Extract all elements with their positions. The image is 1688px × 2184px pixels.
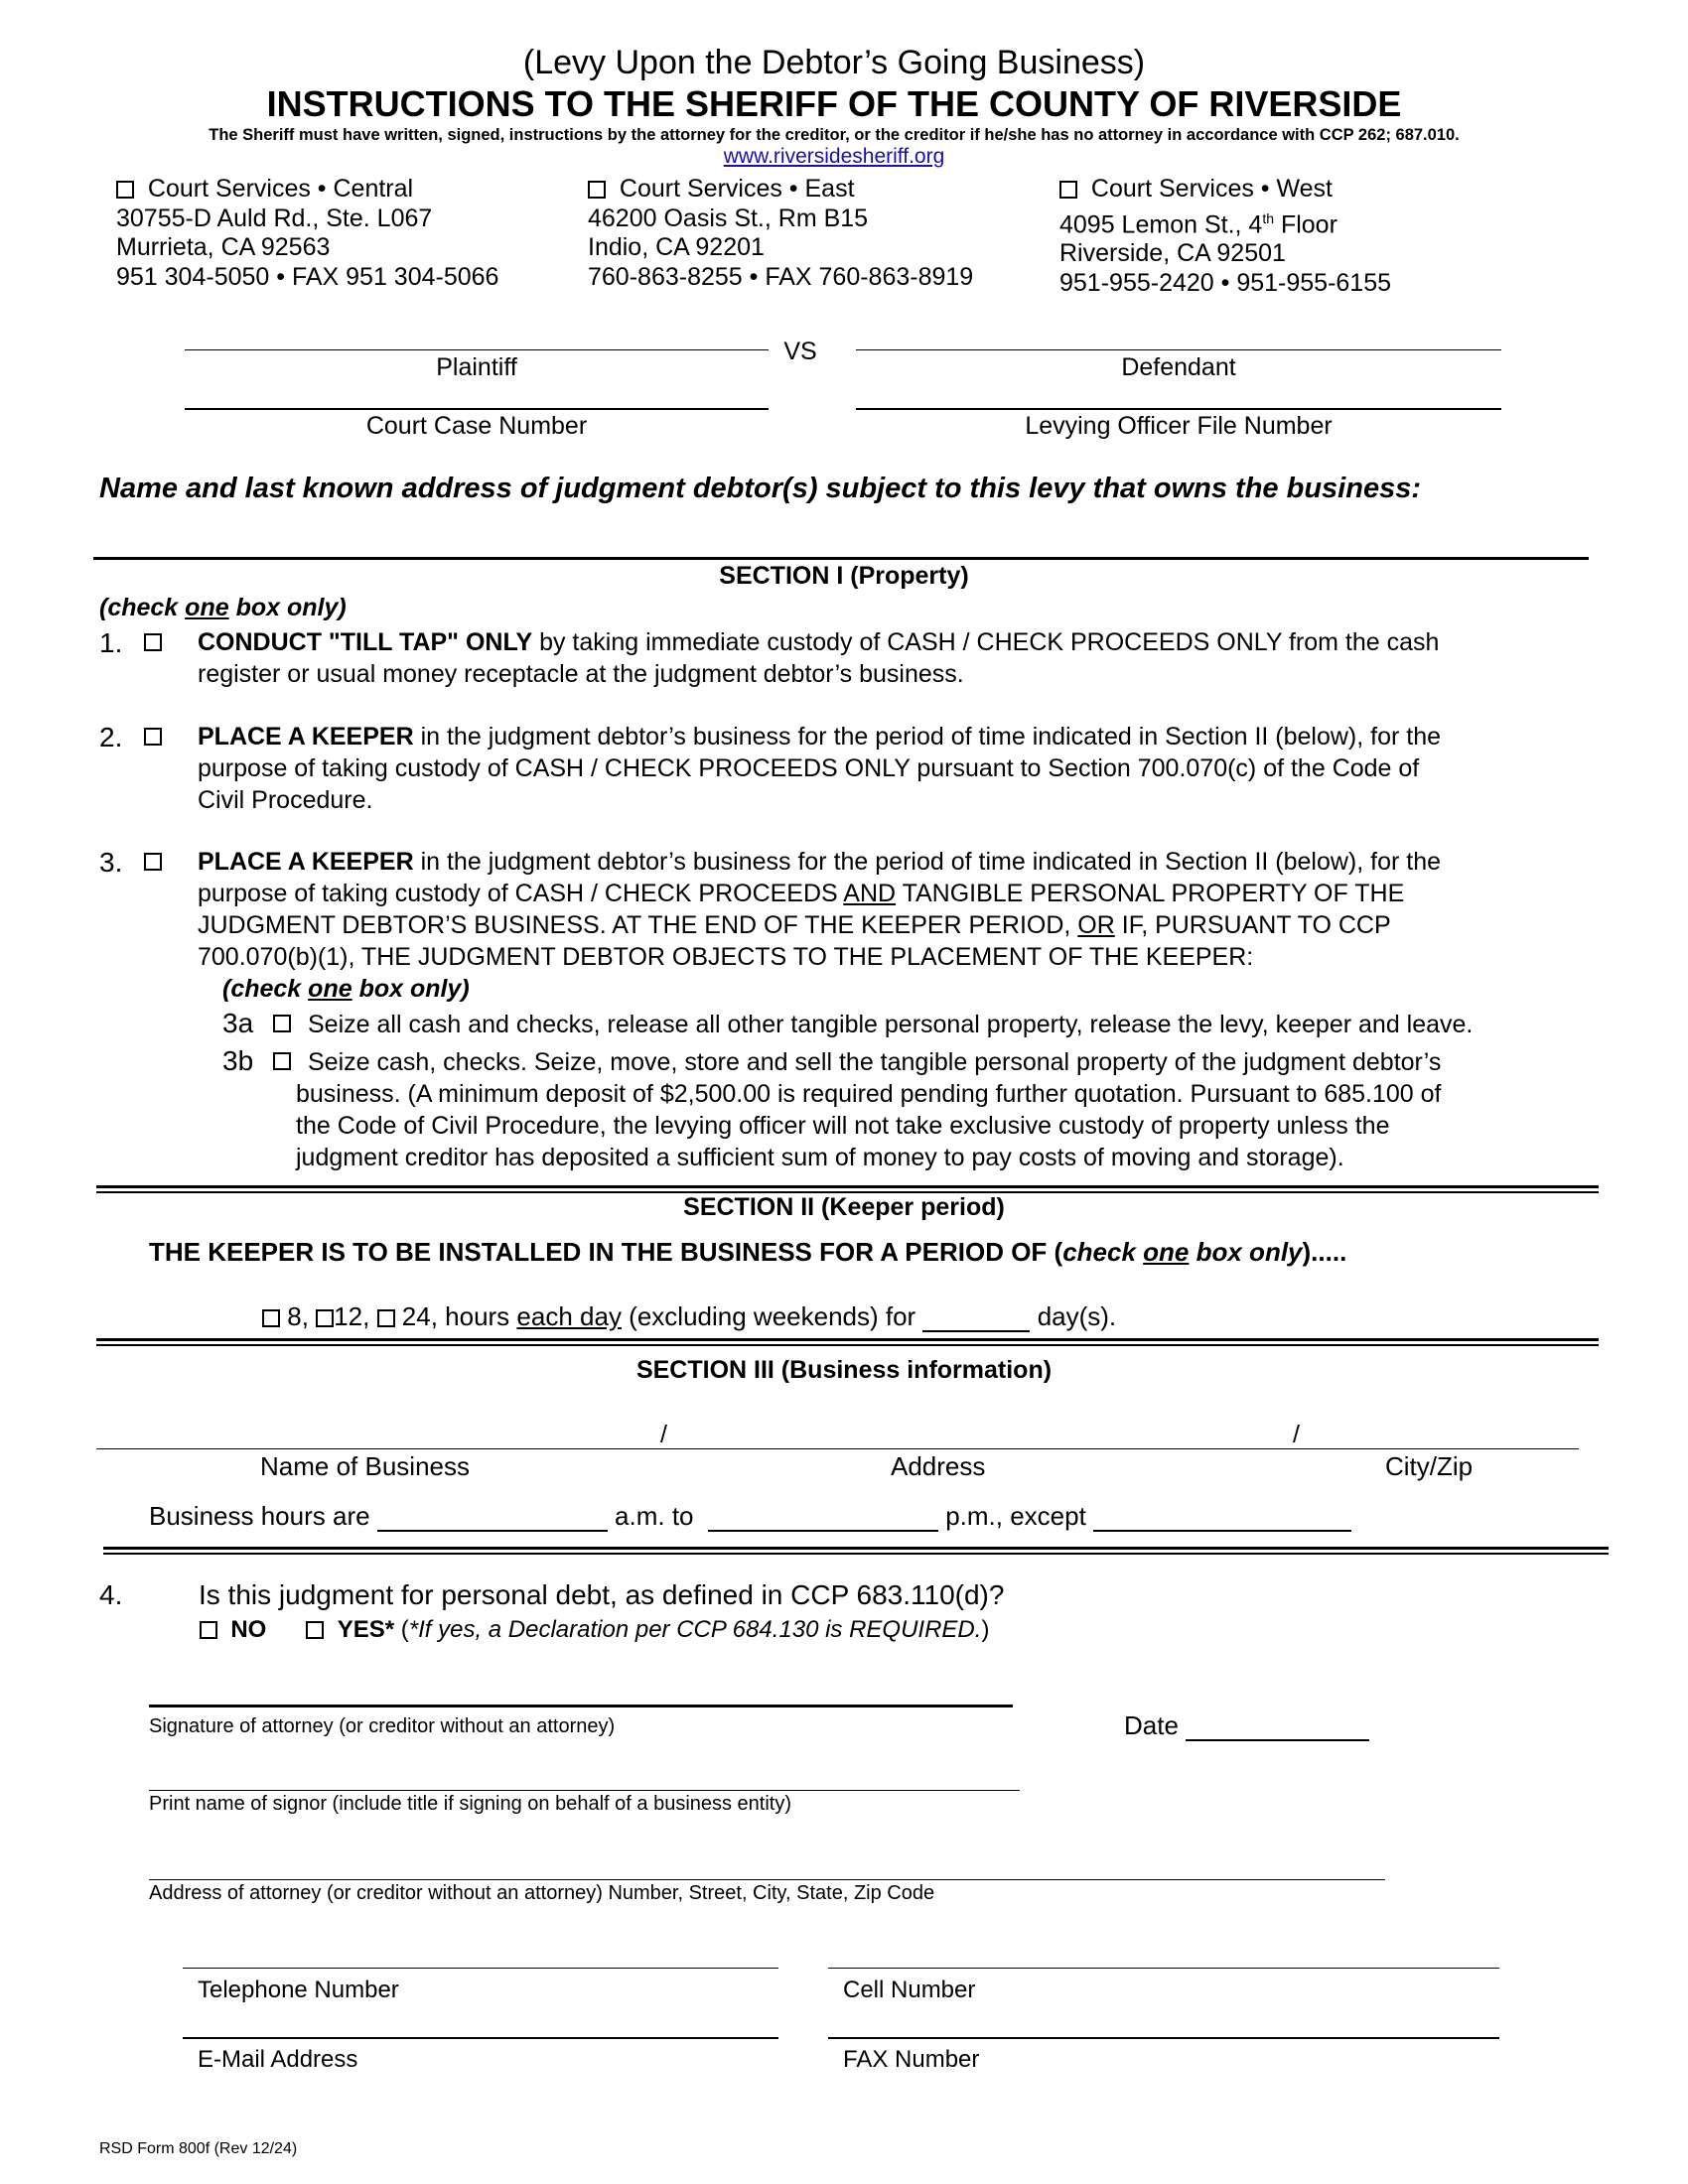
email-label: E-Mail Address xyxy=(198,2046,358,2073)
form-title: INSTRUCTIONS TO THE SHERIFF OF THE COUNTY OF RIVERSIDE xyxy=(266,83,1402,124)
print-name-line[interactable] xyxy=(149,1790,1020,1791)
office-west xyxy=(1059,175,1391,298)
question4-options xyxy=(200,1616,989,1644)
close-hours-blank[interactable] xyxy=(708,1504,938,1532)
form-notice: The Sheriff must have written, signed, instructions by the attorney for the creditor, or the creditor if he/she has no attorney in accordance with CCP 262; 687.010. xyxy=(209,126,1460,144)
office-street xyxy=(1059,205,1391,240)
website-row xyxy=(0,145,1678,169)
am-label: a.m. to xyxy=(615,1501,694,1531)
case-number-line[interactable] xyxy=(185,408,769,410)
days-blank[interactable] xyxy=(922,1306,1030,1332)
option3a-checkbox[interactable] xyxy=(273,1015,291,1032)
central-checkbox[interactable] xyxy=(116,181,134,199)
item3-check-note xyxy=(222,975,470,1004)
date-label: Date xyxy=(1124,1710,1179,1740)
item2-line2: purpose of taking custody of CASH / CHECK PROCEEDS ONLY pursuant to Section 700.070(c) of the Code of xyxy=(198,754,1420,782)
hours-label: Business hours are xyxy=(149,1501,370,1531)
print-name-label: Print name of signor (include title if signing on behalf of a business entity) xyxy=(149,1793,792,1815)
office-street-sup: th xyxy=(1262,209,1274,226)
excl-weekends-label: (excluding weekends) for xyxy=(621,1301,916,1331)
item2-number: 2. xyxy=(99,722,123,752)
date-blank[interactable] xyxy=(1186,1713,1369,1741)
no-checkbox[interactable] xyxy=(200,1621,217,1639)
keeper-line-box: box only xyxy=(1189,1237,1303,1267)
item3-and: AND xyxy=(843,880,897,907)
option3b-line2: business. (A minimum deposit of $2,500.00 is required pending further quotation. Pursuant to 685.100 of xyxy=(296,1080,1442,1108)
section1-check-note xyxy=(99,594,347,622)
item3-line3-pre: JUDGMENT DEBTOR’S BUSINESS. AT THE END OF THE KEEPER PERIOD, xyxy=(198,911,1078,939)
attorney-address-label: Address of attorney (or creditor without an attorney) Number, Street, City, State, Zip Code xyxy=(149,1882,935,1904)
form-subtitle: (Levy Upon the Debtor’s Going Business) xyxy=(522,44,1146,81)
office-city: Indio, CA 92201 xyxy=(588,233,765,261)
hours-24-label: 24, hours xyxy=(401,1301,517,1331)
item2-text xyxy=(198,721,1580,816)
sub-check-one: one xyxy=(308,975,352,1003)
office-city: Riverside, CA 92501 xyxy=(1059,239,1286,268)
attorney-address-line[interactable] xyxy=(149,1879,1385,1880)
business-address-label: Address xyxy=(891,1451,986,1481)
except-blank[interactable] xyxy=(1093,1504,1351,1532)
business-name-label: Name of Business xyxy=(260,1451,470,1481)
case-number-label: Court Case Number xyxy=(365,412,588,440)
defendant-label: Defendant xyxy=(1121,353,1236,381)
item3-or: OR xyxy=(1077,911,1115,939)
office-city: Murrieta, CA 92563 xyxy=(116,233,331,261)
item3-line2-pre: purpose of taking custody of CASH / CHECK PROCEEDS xyxy=(198,880,844,907)
item3-bold: PLACE A KEEPER xyxy=(198,848,414,876)
item3-line2-post: TANGIBLE PERSONAL PROPERTY OF THE xyxy=(896,880,1405,907)
office-phone: 951 304-5050 • FAX 951 304-5066 xyxy=(116,262,499,291)
question4-number: 4. xyxy=(99,1579,123,1610)
keeper-line-pre: THE KEEPER IS TO BE INSTALLED IN THE BUSINESS FOR A PERIOD OF ( xyxy=(149,1237,1063,1267)
open-hours-blank[interactable] xyxy=(377,1504,608,1532)
item3-text xyxy=(198,846,1580,973)
check-note-one: one xyxy=(185,594,229,621)
keeper-cash-checkbox[interactable] xyxy=(144,728,162,746)
office-street: 30755-D Auld Rd., Ste. L067 xyxy=(116,204,433,232)
plaintiff-label: Plaintiff xyxy=(436,353,517,381)
option3b-text-first: Seize cash, checks. Seize, move, store and sell the tangible personal property of the judgment debtor’s xyxy=(308,1048,1442,1076)
no-label: NO xyxy=(230,1616,267,1643)
west-checkbox[interactable] xyxy=(1059,181,1077,199)
file-number-line[interactable] xyxy=(856,408,1501,410)
section1-title: SECTION I (Property) xyxy=(719,562,969,590)
office-phone: 760-863-8255 • FAX 760-863-8919 xyxy=(588,262,974,291)
item3-number: 3. xyxy=(99,847,123,878)
item2-line3: Civil Procedure. xyxy=(198,786,373,814)
keeper-property-checkbox[interactable] xyxy=(144,853,162,871)
question4-text: Is this judgment for personal debt, as defined in CCP 683.110(d)? xyxy=(199,1579,1005,1610)
check-note-post: box only) xyxy=(228,594,347,621)
section-divider xyxy=(93,557,1589,560)
option3b-label: 3b xyxy=(222,1045,254,1076)
sub-check-pre: (check xyxy=(222,975,309,1003)
yes-note-post: ) xyxy=(981,1616,990,1643)
office-name: Court Services • West xyxy=(1090,175,1333,203)
sub-check-post: box only) xyxy=(352,975,470,1003)
pm-label: p.m., except xyxy=(945,1501,1086,1531)
section3-divider xyxy=(96,1338,1599,1346)
section2-title: SECTION II (Keeper period) xyxy=(683,1193,1005,1221)
hours-12-label: 12, xyxy=(334,1301,370,1331)
keeper-line-post: )..... xyxy=(1302,1237,1347,1267)
office-name: Court Services • Central xyxy=(147,175,414,203)
fax-label: FAX Number xyxy=(843,2046,980,2073)
file-number-label: Levying Officer File Number xyxy=(1025,412,1333,440)
signature-line[interactable] xyxy=(149,1705,1013,1707)
fax-line[interactable] xyxy=(828,2037,1499,2039)
business-line[interactable] xyxy=(96,1448,1579,1449)
website-link[interactable]: www.riversidesheriff.org xyxy=(723,145,945,168)
item1-line2: register or usual money receptacle at the judgment debtor’s business. xyxy=(198,660,964,688)
check-note-pre: (check xyxy=(99,594,186,621)
east-checkbox[interactable] xyxy=(588,181,606,199)
form-footer: RSD Form 800f (Rev 12/24) xyxy=(99,2140,298,2157)
option3b-checkbox[interactable] xyxy=(273,1052,291,1070)
option3a-text: Seize all cash and checks, release all other tangible personal property, release the levy, keeper and leave. xyxy=(308,1011,1474,1038)
option3b-line3: the Code of Civil Procedure, the levying officer will not take exclusive custody of property unless the xyxy=(296,1112,1390,1140)
office-street: 46200 Oasis St., Rm B15 xyxy=(588,204,869,232)
item2-line1: in the judgment debtor’s business for the period of time indicated in Section II (below), for the xyxy=(413,723,1442,751)
debtor-heading: Name and last known address of judgment debtor(s) subject to this levy that owns the business: xyxy=(99,473,1421,504)
till-tap-checkbox[interactable] xyxy=(144,633,162,651)
signature-label: Signature of attorney (or creditor without an attorney) xyxy=(149,1715,616,1737)
yes-checkbox[interactable] xyxy=(306,1621,324,1639)
yes-label: YES* xyxy=(337,1616,395,1643)
option3b-line4: judgment creditor has deposited a sufficient sum of money to pay costs of moving and storage). xyxy=(296,1144,1344,1171)
section3-title: SECTION III (Business information) xyxy=(635,1356,1053,1384)
section2-divider xyxy=(96,1185,1599,1193)
days-label: day(s). xyxy=(1037,1301,1117,1331)
office-street-text: 4095 Lemon St., 4 xyxy=(1059,209,1263,238)
telephone-label: Telephone Number xyxy=(198,1977,399,2003)
vs-label: VS xyxy=(783,338,817,365)
item3-line3-post: IF, PURSUANT TO CCP xyxy=(1114,911,1391,939)
email-line[interactable] xyxy=(183,2037,778,2039)
hours-24-checkbox[interactable] xyxy=(377,1309,395,1327)
item3-line1: in the judgment debtor’s business for the period of time indicated in Section II (below), for the xyxy=(413,848,1442,876)
cell-label: Cell Number xyxy=(843,1977,976,2003)
telephone-line[interactable] xyxy=(183,1968,778,1969)
keeper-period-line xyxy=(149,1237,1346,1268)
yes-note: *If yes, a Declaration per CCP 684.130 is REQUIRED. xyxy=(408,1616,982,1643)
question-divider xyxy=(103,1547,1609,1555)
keeper-line-check: check xyxy=(1062,1237,1144,1267)
option3b-text-rest xyxy=(296,1078,1581,1173)
cell-line[interactable] xyxy=(828,1968,1499,1969)
hours-8-checkbox[interactable] xyxy=(262,1309,280,1327)
defendant-line[interactable] xyxy=(856,349,1501,350)
office-street-floor: Floor xyxy=(1274,209,1337,238)
item1-number: 1. xyxy=(99,627,123,658)
yes-note-pre: ( xyxy=(394,1616,409,1643)
item3-line4: 700.070(b)(1), THE JUDGMENT DEBTOR OBJECTS TO THE PLACEMENT OF THE KEEPER: xyxy=(198,943,1254,971)
office-east xyxy=(588,175,973,292)
hours-12-checkbox[interactable] xyxy=(316,1309,334,1327)
item1-text xyxy=(198,626,1580,690)
each-day-label: each day xyxy=(516,1301,622,1331)
keeper-line-one: one xyxy=(1143,1237,1190,1267)
option3a-label: 3a xyxy=(222,1008,254,1038)
plaintiff-line[interactable] xyxy=(185,349,769,350)
slash-1: / xyxy=(660,1421,667,1448)
item1-bold: CONDUCT "TILL TAP" ONLY xyxy=(198,628,533,656)
item1-line1: by taking immediate custody of CASH / CHECK PROCEEDS ONLY from the cash xyxy=(532,628,1440,656)
date-field xyxy=(1124,1710,1369,1741)
keeper-hours-row xyxy=(262,1301,1116,1332)
hours-8-label: 8, xyxy=(287,1301,309,1331)
office-central xyxy=(116,175,498,292)
business-hours-row xyxy=(149,1501,1351,1532)
business-city-label: City/Zip xyxy=(1385,1451,1474,1481)
office-name: Court Services • East xyxy=(619,175,855,203)
item2-bold: PLACE A KEEPER xyxy=(198,723,414,751)
office-phone: 951-955-2420 • 951-955-6155 xyxy=(1059,268,1392,297)
slash-2: / xyxy=(1293,1421,1300,1448)
